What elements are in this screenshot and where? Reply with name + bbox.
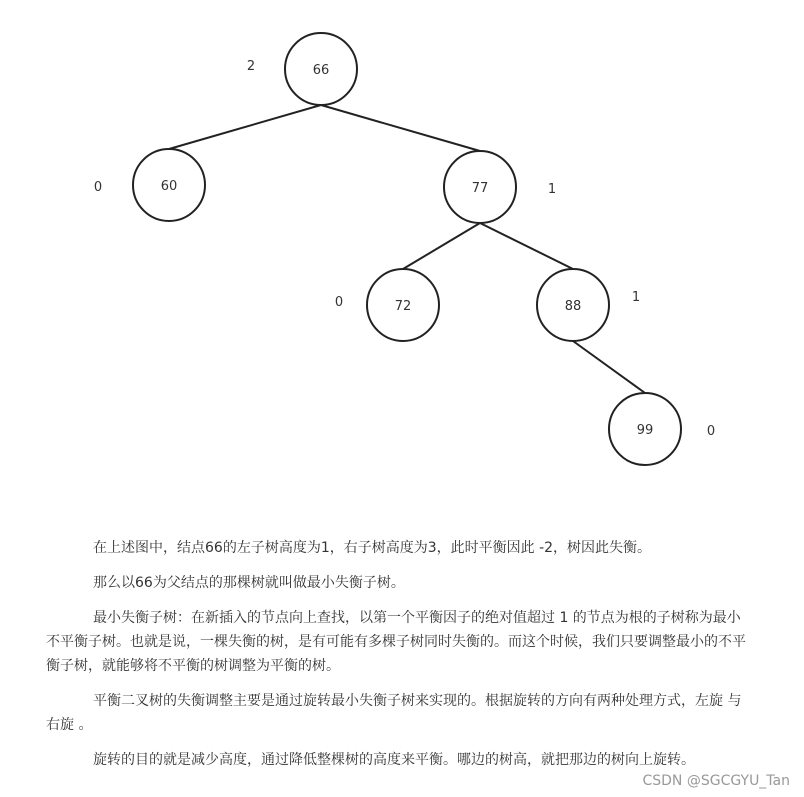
tree-node-label-72: 72 xyxy=(394,299,412,314)
balance-factor-77: 1 xyxy=(547,182,557,197)
paragraph-4: 平衡二叉树的失衡调整主要是通过旋转最小失衡子树来实现的。根据旋转的方向有两种处理方式，左旋 与 右旋 。 xyxy=(46,693,742,733)
balance-factor-60: 0 xyxy=(93,180,103,195)
balance-factor-88: 1 xyxy=(631,290,641,305)
balance-factor-99: 0 xyxy=(706,424,716,439)
paragraph-3: 最小失衡子树：在新插入的节点向上查找，以第一个平衡因子的绝对值超过 1 的节点为根的子树称为最小不平衡子树。也就是说，一棵失衡的树，是有可能有多棵子树同时失衡的。而这个时候，我们只要调整最小的不平衡子树，就能够将不平衡的树调整为平衡的树。 xyxy=(46,610,746,674)
tree-node-label-60: 60 xyxy=(160,179,178,194)
balance-factor-labels xyxy=(94,59,715,439)
csdn-watermark: CSDN @SGCGYU_Tan xyxy=(642,773,790,789)
tree-node-label-99: 99 xyxy=(636,423,654,438)
tree-edge-n66-n77 xyxy=(321,105,480,151)
tree-nodes xyxy=(133,33,681,465)
tree-edge-n77-n72 xyxy=(403,223,480,269)
tree-edge-n77-n88 xyxy=(480,223,573,269)
paragraph-5: 旋转的目的就是减少高度，通过降低整棵树的高度来平衡。哪边的树高，就把那边的树向上旋转。 xyxy=(93,752,695,768)
article-text xyxy=(46,536,746,783)
tree-node-label-66: 66 xyxy=(312,63,330,78)
tree-node-label-77: 77 xyxy=(471,181,489,196)
balance-factor-66: 2 xyxy=(246,59,256,74)
paragraph-2: 那么以66为父结点的那棵树就叫做最小失衡子树。 xyxy=(93,575,405,591)
tree-edge-n88-n99 xyxy=(573,341,645,393)
paragraph-1: 在上述图中，结点66的左子树高度为1，右子树高度为3，此时平衡因此 -2，树因此失衡。 xyxy=(93,540,652,556)
tree-edge-n66-n60 xyxy=(169,105,321,149)
tree-node-label-88: 88 xyxy=(564,299,582,314)
tree-edges xyxy=(169,105,645,393)
balance-factor-72: 0 xyxy=(334,295,344,310)
